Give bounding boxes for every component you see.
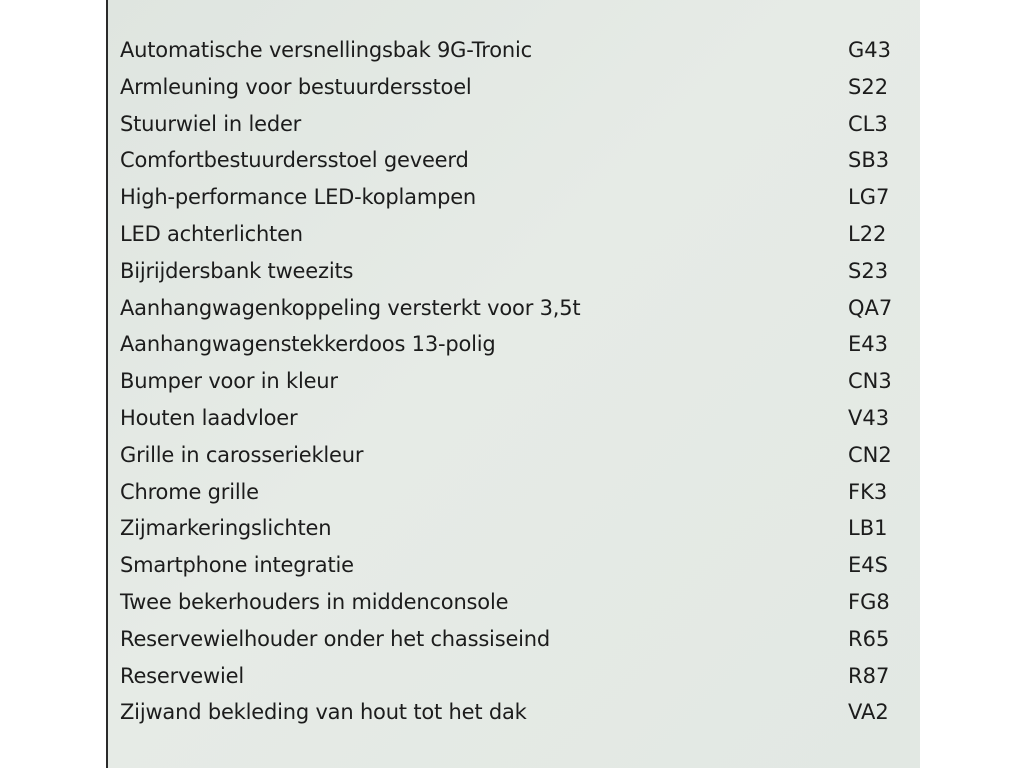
option-code: S22 <box>848 74 889 99</box>
list-item <box>108 179 920 216</box>
option-code: FG8 <box>848 589 890 614</box>
option-description: Grille in carosseriekleur <box>120 442 364 467</box>
option-code: E4S <box>848 553 888 578</box>
list-item <box>108 437 920 474</box>
list-item <box>108 363 920 400</box>
list-item <box>108 694 920 731</box>
option-description: Smartphone integratie <box>120 553 354 578</box>
option-description: Aanhangwagenstekkerdoos 13-polig <box>120 332 496 357</box>
list-item <box>108 621 920 658</box>
list-item <box>108 474 920 511</box>
list-item <box>108 547 920 584</box>
option-description: Chrome grille <box>120 479 259 504</box>
option-code: VA2 <box>848 700 889 725</box>
option-code: CL3 <box>848 111 888 136</box>
option-code: CN3 <box>848 369 892 394</box>
list-item <box>108 326 920 363</box>
list-item <box>108 510 920 547</box>
option-code: QA7 <box>848 295 893 320</box>
option-code: LG7 <box>848 185 890 210</box>
option-code: R65 <box>848 626 890 651</box>
option-code: L22 <box>848 221 887 246</box>
option-description: Stuurwiel in leder <box>120 111 302 136</box>
option-description: Automatische versnellingsbak 9G-Tronic <box>120 38 532 62</box>
option-description: Zijwand bekleding van hout tot het dak <box>120 700 527 725</box>
list-item <box>108 658 920 695</box>
option-code: LB1 <box>848 516 888 541</box>
option-description: Bumper voor in kleur <box>120 369 338 394</box>
paper-sheet <box>106 0 920 768</box>
list-item <box>108 142 920 179</box>
option-code: G43 <box>848 38 891 62</box>
list-item <box>108 32 920 69</box>
option-description: Zijmarkeringslichten <box>120 516 332 541</box>
option-code: FK3 <box>848 479 888 504</box>
option-description: Reservewielhouder onder het chassiseind <box>120 626 551 651</box>
option-code: S23 <box>848 258 889 283</box>
option-description: Houten laadvloer <box>120 405 298 430</box>
option-description: LED achterlichten <box>120 221 303 246</box>
options-list <box>108 32 920 731</box>
list-item <box>108 216 920 253</box>
list-item <box>108 69 920 106</box>
option-code: E43 <box>848 332 888 357</box>
option-description: High-performance LED-koplampen <box>120 185 477 210</box>
option-code: V43 <box>848 405 890 430</box>
option-code: CN2 <box>848 442 892 467</box>
list-item <box>108 106 920 143</box>
option-description: Aanhangwagenkoppeling versterkt voor 3,5t <box>120 295 581 320</box>
list-item <box>108 584 920 621</box>
list-item <box>108 290 920 327</box>
list-item <box>108 253 920 290</box>
option-description: Twee bekerhouders in middenconsole <box>120 589 509 614</box>
option-description: Armleuning voor bestuurdersstoel <box>120 74 472 99</box>
option-code: R87 <box>848 663 890 688</box>
list-item <box>108 400 920 437</box>
option-description: Reservewiel <box>120 663 244 688</box>
option-description: Bijrijdersbank tweezits <box>120 258 354 283</box>
option-description: Comfortbestuurdersstoel geveerd <box>120 148 469 173</box>
option-code: SB3 <box>848 148 890 173</box>
